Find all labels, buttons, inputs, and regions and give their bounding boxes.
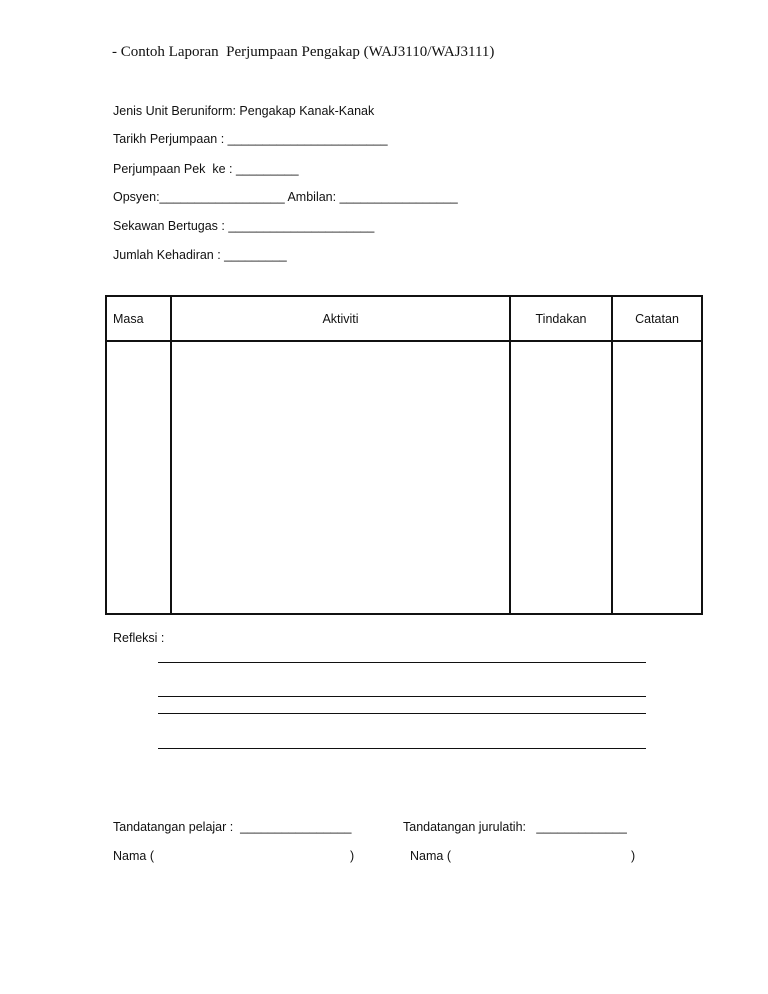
refleksi-line — [158, 748, 646, 749]
header-divider — [107, 340, 701, 342]
perjumpaan-ke-field: Perjumpaan Pek ke : _________ — [113, 162, 299, 176]
header-masa-label: Masa — [113, 311, 144, 326]
column-divider — [170, 297, 172, 613]
tandatangan-jurulatih: Tandatangan jurulatih: _____________ — [403, 820, 627, 834]
activity-table — [105, 295, 703, 615]
refleksi-label: Refleksi : — [113, 631, 165, 645]
nama-pelajar-close: ) — [350, 849, 355, 863]
header-aktiviti-label: Aktiviti — [322, 311, 359, 326]
nama-jurulatih-close: ) — [631, 849, 636, 863]
header-masa — [113, 297, 170, 340]
kehadiran-field: Jumlah Kehadiran : _________ — [113, 248, 287, 262]
opsyen-ambilan-field: Opsyen:__________________ Ambilan: _________________ — [113, 190, 458, 204]
nama-jurulatih-open: Nama ( — [410, 849, 451, 863]
nama-pelajar-open: Nama ( — [113, 849, 154, 863]
column-divider — [611, 297, 613, 613]
header-aktiviti — [172, 297, 509, 340]
header-catatan — [613, 297, 701, 340]
header-catatan-label: Catatan — [635, 311, 679, 326]
tandatangan-pelajar: Tandatangan pelajar : ________________ — [113, 820, 352, 834]
tarikh-field: Tarikh Perjumpaan : _______________________ — [113, 132, 388, 146]
header-tindakan — [511, 297, 611, 340]
sekawan-field: Sekawan Bertugas : _____________________ — [113, 219, 375, 233]
refleksi-line — [158, 696, 646, 697]
column-divider — [509, 297, 511, 613]
unit-field: Jenis Unit Beruniform: Pengakap Kanak-Kanak — [113, 104, 375, 118]
refleksi-line — [158, 662, 646, 663]
refleksi-line — [158, 713, 646, 714]
document-title: - Contoh Laporan Perjumpaan Pengakap (WAJ3110/WAJ3111) — [112, 44, 495, 60]
header-tindakan-label: Tindakan — [535, 311, 587, 326]
